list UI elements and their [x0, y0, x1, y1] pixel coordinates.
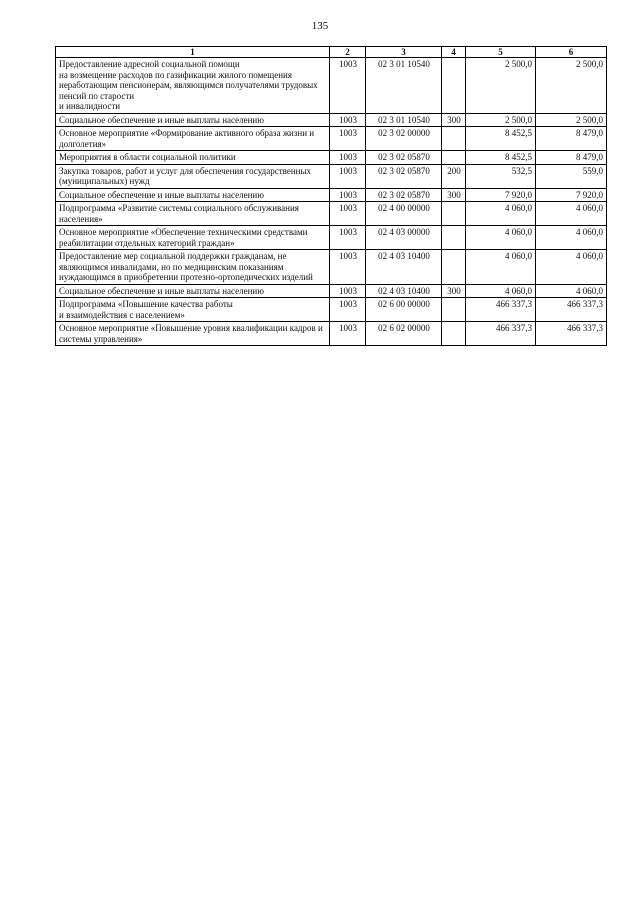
column-header: 2 [330, 47, 366, 58]
cell-name: Социальное обеспечение и иные выплаты населению [56, 113, 330, 127]
cell-section-code: 1003 [330, 151, 366, 165]
cell-target-article: 02 4 03 00000 [366, 226, 442, 250]
cell-amount-year1: 466 337,3 [466, 298, 536, 322]
cell-amount-year1: 4 060,0 [466, 226, 536, 250]
cell-expense-type: 300 [442, 113, 466, 127]
cell-amount-year2: 4 060,0 [536, 226, 607, 250]
cell-amount-year1: 466 337,3 [466, 322, 536, 346]
cell-target-article: 02 4 03 10400 [366, 284, 442, 298]
cell-target-article: 02 3 02 00000 [366, 127, 442, 151]
cell-name: Социальное обеспечение и иные выплаты населению [56, 188, 330, 202]
cell-name: Подпрограмма «Развитие системы социального обслуживания населения» [56, 202, 330, 226]
table-row [56, 127, 607, 151]
cell-target-article: 02 3 02 05870 [366, 151, 442, 165]
table-row [56, 202, 607, 226]
cell-section-code: 1003 [330, 127, 366, 151]
cell-name: Основное мероприятие «Обеспечение техническими средствами реабилитации отдельных категорий граждан» [56, 226, 330, 250]
cell-expense-type [442, 58, 466, 114]
cell-amount-year2: 2 500,0 [536, 58, 607, 114]
cell-target-article: 02 3 02 05870 [366, 164, 442, 188]
cell-section-code: 1003 [330, 322, 366, 346]
column-header: 4 [442, 47, 466, 58]
cell-amount-year1: 532,5 [466, 164, 536, 188]
table-row [56, 284, 607, 298]
page-number: 135 [311, 20, 329, 32]
cell-target-article: 02 4 00 00000 [366, 202, 442, 226]
cell-amount-year1: 4 060,0 [466, 284, 536, 298]
cell-target-article: 02 4 03 10400 [366, 250, 442, 285]
budget-table [55, 46, 607, 346]
table-row [56, 322, 607, 346]
cell-expense-type: 300 [442, 188, 466, 202]
cell-expense-type: 300 [442, 284, 466, 298]
column-header: 3 [366, 47, 442, 58]
cell-amount-year2: 4 060,0 [536, 284, 607, 298]
cell-amount-year1: 8 452,5 [466, 151, 536, 165]
table-row [56, 151, 607, 165]
cell-section-code: 1003 [330, 284, 366, 298]
cell-section-code: 1003 [330, 188, 366, 202]
cell-amount-year2: 466 337,3 [536, 298, 607, 322]
cell-name: Предоставление мер социальной поддержки гражданам, не являющимся инвалидами, но по медицинским показаниям нуждающимся в приобретении протезно-ортопедических изделий [56, 250, 330, 285]
table-row [56, 250, 607, 285]
cell-amount-year1: 2 500,0 [466, 58, 536, 114]
cell-section-code: 1003 [330, 298, 366, 322]
cell-target-article: 02 6 02 00000 [366, 322, 442, 346]
cell-amount-year2: 4 060,0 [536, 250, 607, 285]
cell-section-code: 1003 [330, 226, 366, 250]
cell-name: Основное мероприятие «Формирование активного образа жизни и долголетия» [56, 127, 330, 151]
cell-expense-type [442, 202, 466, 226]
cell-section-code: 1003 [330, 164, 366, 188]
cell-section-code: 1003 [330, 250, 366, 285]
table-row [56, 113, 607, 127]
cell-amount-year1: 2 500,0 [466, 113, 536, 127]
cell-amount-year2: 4 060,0 [536, 202, 607, 226]
cell-expense-type [442, 226, 466, 250]
table-header-row [56, 47, 607, 58]
cell-amount-year2: 7 920,0 [536, 188, 607, 202]
cell-expense-type [442, 250, 466, 285]
cell-amount-year2: 8 479,0 [536, 151, 607, 165]
column-header: 1 [56, 47, 330, 58]
cell-name: Подпрограмма «Повышение качества работы и взаимодействия с населением» [56, 298, 330, 322]
table-row [56, 164, 607, 188]
cell-name: Предоставление адресной социальной помощи на возмещение расходов по газификации жилого помещения неработающим пенсионерам, являющимся получателями трудовых пенсий по старости и инвалидности [56, 58, 330, 114]
table-row [56, 226, 607, 250]
cell-expense-type [442, 151, 466, 165]
cell-amount-year2: 559,0 [536, 164, 607, 188]
cell-amount-year1: 4 060,0 [466, 202, 536, 226]
cell-amount-year1: 8 452,5 [466, 127, 536, 151]
cell-section-code: 1003 [330, 58, 366, 114]
cell-expense-type: 200 [442, 164, 466, 188]
cell-amount-year2: 2 500,0 [536, 113, 607, 127]
cell-expense-type [442, 298, 466, 322]
cell-amount-year1: 4 060,0 [466, 250, 536, 285]
cell-target-article: 02 3 01 10540 [366, 113, 442, 127]
cell-section-code: 1003 [330, 113, 366, 127]
cell-target-article: 02 3 02 05870 [366, 188, 442, 202]
cell-amount-year2: 8 479,0 [536, 127, 607, 151]
table-row [56, 298, 607, 322]
table-body [56, 58, 607, 346]
cell-target-article: 02 3 01 10540 [366, 58, 442, 114]
column-header: 6 [536, 47, 607, 58]
cell-expense-type [442, 127, 466, 151]
cell-expense-type [442, 322, 466, 346]
cell-name: Мероприятия в области социальной политики [56, 151, 330, 165]
cell-amount-year1: 7 920,0 [466, 188, 536, 202]
column-header: 5 [466, 47, 536, 58]
cell-amount-year2: 466 337,3 [536, 322, 607, 346]
table-row [56, 188, 607, 202]
cell-section-code: 1003 [330, 202, 366, 226]
cell-name: Закупка товаров, работ и услуг для обеспечения государственных (муниципальных) нужд [56, 164, 330, 188]
cell-name: Социальное обеспечение и иные выплаты населению [56, 284, 330, 298]
cell-name: Основное мероприятие «Повышение уровня квалификации кадров и системы управления» [56, 322, 330, 346]
cell-target-article: 02 6 00 00000 [366, 298, 442, 322]
table-row [56, 58, 607, 114]
